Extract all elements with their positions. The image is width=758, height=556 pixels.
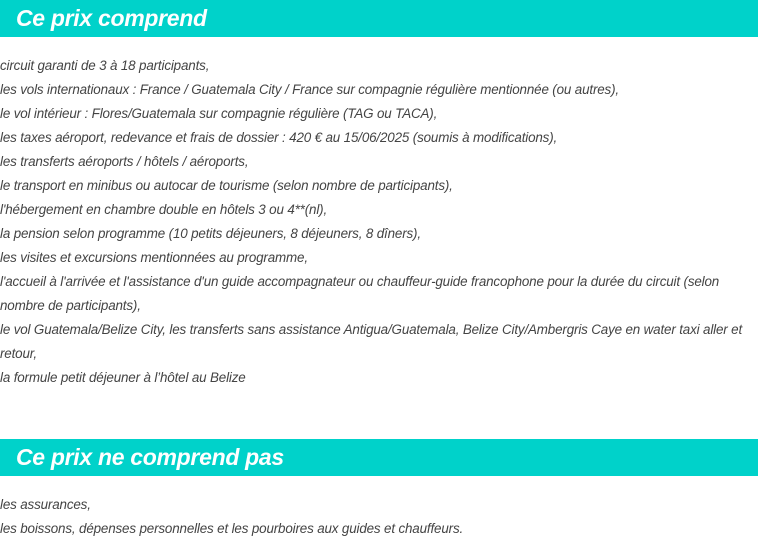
list-item: les taxes aéroport, redevance et frais de dossier : 420 € au 15/06/2025 (soumis à modifications),	[0, 130, 558, 145]
list-item: le vol intérieur : Flores/Guatemala sur compagnie régulière (TAG ou TACA),	[0, 106, 438, 121]
list-item: la formule petit déjeuner à l’hôtel au Belize	[0, 370, 246, 385]
list-item: le vol Guatemala/Belize City, les transferts sans assistance Antigua/Guatemala, Belize City/Ambergris Caye en water taxi aller et retour,	[0, 322, 743, 361]
list-item: l'accueil à l'arrivée et l'assistance d'un guide accompagnateur ou chauffeur-guide francophone pour la durée du circuit (selon nombre de participants),	[0, 274, 720, 313]
list-item: les assurances,	[0, 497, 91, 512]
list-item: la pension selon programme (10 petits déjeuners, 8 déjeuners, 8 dîners),	[0, 226, 421, 241]
list-item: l'hébergement en chambre double en hôtels 3 ou 4**(nl),	[0, 202, 328, 217]
list-item: circuit garanti de 3 à 18 participants,	[0, 58, 210, 73]
list-item: le transport en minibus ou autocar de tourisme (selon nombre de participants),	[0, 178, 453, 193]
list-item: les visites et excursions mentionnées au programme,	[0, 250, 308, 265]
list-item: les vols internationaux : France / Guatemala City / France sur compagnie régulière mentionnée (ou autres),	[0, 82, 619, 97]
list-item: les transferts aéroports / hôtels / aéroports,	[0, 154, 249, 169]
list-item: les boissons, dépenses personnelles et les pourboires aux guides et chauffeurs.	[0, 521, 464, 536]
excluded-section-header: Ce prix ne comprend pas	[0, 439, 758, 476]
included-section-header: Ce prix comprend	[0, 0, 758, 37]
included-list	[0, 54, 748, 390]
excluded-list	[0, 493, 748, 541]
